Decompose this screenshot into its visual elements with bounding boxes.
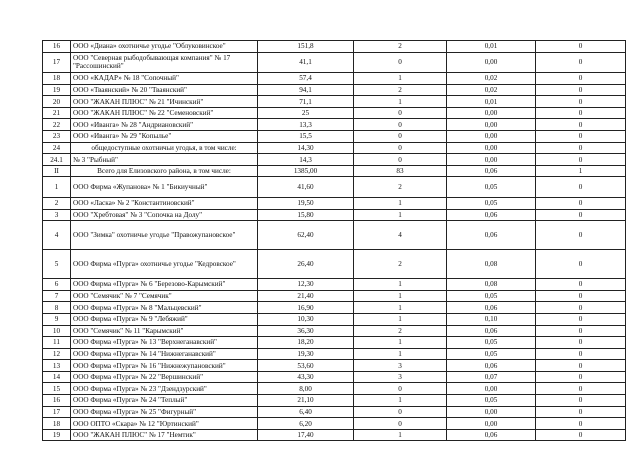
table-row	[43, 52, 626, 73]
row-number-cell: 21	[43, 107, 71, 119]
area-cell: 62,40	[258, 221, 354, 250]
row-number-cell: 9	[43, 313, 71, 325]
density-cell: 0,06	[447, 360, 536, 372]
table-row	[43, 165, 626, 177]
table-row	[43, 250, 626, 279]
area-cell: 43,30	[258, 371, 354, 383]
row-number-cell: 24.1	[43, 154, 71, 166]
quota-count-cell: 0	[354, 142, 447, 154]
area-cell: 13,3	[258, 119, 354, 131]
density-cell: 0,05	[447, 395, 536, 407]
extra-count-cell: 0	[536, 209, 626, 221]
organization-name-cell: Всего для Елизовского района, в том числе:	[71, 165, 258, 177]
quota-count-cell: 4	[354, 221, 447, 250]
extra-count-cell: 0	[536, 371, 626, 383]
row-number-cell: 8	[43, 302, 71, 314]
density-cell: 0,02	[447, 73, 536, 85]
area-cell: 21,40	[258, 290, 354, 302]
quota-count-cell: 0	[354, 383, 447, 395]
organization-name-cell: ООО "Зимка" охотничье угодье "Правожупановское"	[71, 221, 258, 250]
density-cell: 0,08	[447, 279, 536, 291]
table-row	[43, 337, 626, 349]
table-row	[43, 360, 626, 372]
table-row	[43, 41, 626, 53]
organization-name-cell: ООО «Ласка» № 2 "Константиновский"	[71, 197, 258, 209]
organization-name-cell: № 3 "Рыбный"	[71, 154, 258, 166]
density-cell: 0,07	[447, 371, 536, 383]
extra-count-cell: 0	[536, 383, 626, 395]
quota-count-cell: 3	[354, 360, 447, 372]
organization-name-cell: ООО "Семячик" № 11 "Карымский"	[71, 325, 258, 337]
table-row	[43, 395, 626, 407]
area-cell: 1385,00	[258, 165, 354, 177]
row-number-cell: 18	[43, 418, 71, 430]
row-number-cell: II	[43, 165, 71, 177]
extra-count-cell: 0	[536, 142, 626, 154]
area-cell: 41,1	[258, 52, 354, 73]
extra-count-cell: 0	[536, 290, 626, 302]
table-row	[43, 154, 626, 166]
area-cell: 19,50	[258, 197, 354, 209]
row-number-cell: 16	[43, 395, 71, 407]
quota-count-cell: 0	[354, 107, 447, 119]
area-cell: 57,4	[258, 73, 354, 85]
density-cell: 0,05	[447, 337, 536, 349]
area-cell: 151,8	[258, 41, 354, 53]
quota-count-cell: 83	[354, 165, 447, 177]
row-number-cell: 12	[43, 348, 71, 360]
row-number-cell: 5	[43, 250, 71, 279]
table-row	[43, 221, 626, 250]
density-cell: 0,05	[447, 177, 536, 198]
row-number-cell: 24	[43, 142, 71, 154]
area-cell: 12,30	[258, 279, 354, 291]
density-cell: 0,10	[447, 313, 536, 325]
hunting-grounds-table	[42, 40, 626, 441]
area-cell: 6,40	[258, 406, 354, 418]
extra-count-cell: 0	[536, 302, 626, 314]
table-row	[43, 418, 626, 430]
organization-name-cell: ООО "ЖАКАН ПЛЮС" № 21 "Ичинский"	[71, 96, 258, 108]
row-number-cell: 7	[43, 290, 71, 302]
extra-count-cell: 0	[536, 348, 626, 360]
area-cell: 25	[258, 107, 354, 119]
quota-count-cell: 1	[354, 279, 447, 291]
quota-count-cell: 0	[354, 406, 447, 418]
quota-count-cell: 0	[354, 119, 447, 131]
quota-count-cell: 1	[354, 302, 447, 314]
table-row	[43, 96, 626, 108]
density-cell: 0,05	[447, 197, 536, 209]
table-row	[43, 142, 626, 154]
extra-count-cell: 0	[536, 279, 626, 291]
area-cell: 41,60	[258, 177, 354, 198]
row-number-cell: 17	[43, 406, 71, 418]
quota-count-cell: 1	[354, 429, 447, 441]
quota-count-cell: 1	[354, 290, 447, 302]
area-cell: 36,30	[258, 325, 354, 337]
table-row	[43, 383, 626, 395]
table-row	[43, 279, 626, 291]
extra-count-cell: 0	[536, 395, 626, 407]
table-row	[43, 290, 626, 302]
organization-name-cell: ООО ОПТО «Скара» № 12 "Юртинский"	[71, 418, 258, 430]
table-row	[43, 313, 626, 325]
table-row	[43, 371, 626, 383]
organization-name-cell: ООО «Диана» охотничье угодье "Облуковинское"	[71, 41, 258, 53]
density-cell: 0,06	[447, 302, 536, 314]
area-cell: 15,5	[258, 131, 354, 143]
extra-count-cell: 1	[536, 165, 626, 177]
extra-count-cell: 0	[536, 52, 626, 73]
row-number-cell: 19	[43, 84, 71, 96]
quota-count-cell: 1	[354, 337, 447, 349]
row-number-cell: 2	[43, 197, 71, 209]
extra-count-cell: 0	[536, 107, 626, 119]
row-number-cell: 4	[43, 221, 71, 250]
row-number-cell: 14	[43, 371, 71, 383]
row-number-cell: 20	[43, 96, 71, 108]
area-cell: 94,1	[258, 84, 354, 96]
table-row	[43, 119, 626, 131]
quota-count-cell: 0	[354, 418, 447, 430]
table-row	[43, 107, 626, 119]
extra-count-cell: 0	[536, 73, 626, 85]
extra-count-cell: 0	[536, 325, 626, 337]
quota-count-cell: 2	[354, 41, 447, 53]
density-cell: 0,00	[447, 119, 536, 131]
row-number-cell: 23	[43, 131, 71, 143]
extra-count-cell: 0	[536, 337, 626, 349]
area-cell: 71,1	[258, 96, 354, 108]
extra-count-cell: 0	[536, 131, 626, 143]
row-number-cell: 22	[43, 119, 71, 131]
row-number-cell: 18	[43, 73, 71, 85]
row-number-cell: 1	[43, 177, 71, 198]
quota-count-cell: 0	[354, 131, 447, 143]
density-cell: 0,01	[447, 41, 536, 53]
density-cell: 0,05	[447, 348, 536, 360]
density-cell: 0,00	[447, 406, 536, 418]
density-cell: 0,01	[447, 96, 536, 108]
extra-count-cell: 0	[536, 313, 626, 325]
table-row	[43, 348, 626, 360]
organization-name-cell: ООО "Хребтовая" № 3 "Сопочка на Долу"	[71, 209, 258, 221]
extra-count-cell: 0	[536, 360, 626, 372]
quota-count-cell: 1	[354, 96, 447, 108]
quota-count-cell: 1	[354, 197, 447, 209]
row-number-cell: 6	[43, 279, 71, 291]
density-cell: 0,00	[447, 52, 536, 73]
quota-count-cell: 2	[354, 177, 447, 198]
organization-name-cell: ООО Фирма «Пурга» № 23 "Дзендзурский"	[71, 383, 258, 395]
area-cell: 14,30	[258, 142, 354, 154]
organization-name-cell: ООО Фирма «Пурга» № 16 "Нижнежупановский"	[71, 360, 258, 372]
area-cell: 21,10	[258, 395, 354, 407]
extra-count-cell: 0	[536, 41, 626, 53]
organization-name-cell: ООО "Семячик" № 7 "Семячик"	[71, 290, 258, 302]
organization-name-cell: ООО "ЖАКАН ПЛЮС" № 17 "Немтик"	[71, 429, 258, 441]
table-row	[43, 197, 626, 209]
row-number-cell: 19	[43, 429, 71, 441]
density-cell: 0,00	[447, 107, 536, 119]
area-cell: 26,40	[258, 250, 354, 279]
table-row	[43, 209, 626, 221]
area-cell: 8,00	[258, 383, 354, 395]
area-cell: 6,20	[258, 418, 354, 430]
organization-name-cell: ООО «Иванга» № 29 "Копылье"	[71, 131, 258, 143]
area-cell: 19,30	[258, 348, 354, 360]
row-number-cell: 11	[43, 337, 71, 349]
organization-name-cell: общедоступные охотничьи угодья, в том числе:	[71, 142, 258, 154]
table-row	[43, 73, 626, 85]
organization-name-cell: ООО Фирма «Жупанова» № 1 "Бикиучный"	[71, 177, 258, 198]
density-cell: 0,06	[447, 325, 536, 337]
area-cell: 18,20	[258, 337, 354, 349]
organization-name-cell: ООО Фирма «Пурга» № 14 "Нижнеганавский"	[71, 348, 258, 360]
density-cell: 0,08	[447, 250, 536, 279]
table-row	[43, 429, 626, 441]
row-number-cell: 13	[43, 360, 71, 372]
organization-name-cell: ООО "Северная рыбодобывающая компания" № 17 "Рассошинский"	[71, 52, 258, 73]
quota-count-cell: 1	[354, 395, 447, 407]
quota-count-cell: 1	[354, 73, 447, 85]
quota-count-cell: 2	[354, 84, 447, 96]
organization-name-cell: ООО "ЖАКАН ПЛЮС" № 22 "Семеновский"	[71, 107, 258, 119]
quota-count-cell: 2	[354, 250, 447, 279]
row-number-cell: 15	[43, 383, 71, 395]
organization-name-cell: ООО Фирма «Пурга» № 24 "Теплый"	[71, 395, 258, 407]
organization-name-cell: ООО Фирма «Пурга» № 6 "Березово-Карымский"	[71, 279, 258, 291]
table-row	[43, 84, 626, 96]
quota-count-cell: 1	[354, 313, 447, 325]
area-cell: 16,90	[258, 302, 354, 314]
organization-name-cell: ООО Фирма «Пурга» № 8 "Мальцевский"	[71, 302, 258, 314]
row-number-cell: 10	[43, 325, 71, 337]
density-cell: 0,00	[447, 383, 536, 395]
density-cell: 0,06	[447, 165, 536, 177]
extra-count-cell: 0	[536, 119, 626, 131]
density-cell: 0,00	[447, 418, 536, 430]
organization-name-cell: ООО Фирма «Пурга» № 22 "Вершинский"	[71, 371, 258, 383]
density-cell: 0,00	[447, 131, 536, 143]
organization-name-cell: ООО Фирма «Пурга» № 25 "Фигурный"	[71, 406, 258, 418]
organization-name-cell: ООО Фирма «Пурга» № 9 "Лебяжий"	[71, 313, 258, 325]
organization-name-cell: ООО Фирма «Пурга» охотничье угодье "Кедровское"	[71, 250, 258, 279]
area-cell: 15,80	[258, 209, 354, 221]
extra-count-cell: 0	[536, 429, 626, 441]
extra-count-cell: 0	[536, 177, 626, 198]
quota-count-cell: 1	[354, 209, 447, 221]
table-row	[43, 177, 626, 198]
density-cell: 0,02	[447, 84, 536, 96]
area-cell: 17,40	[258, 429, 354, 441]
extra-count-cell: 0	[536, 418, 626, 430]
quota-count-cell: 0	[354, 154, 447, 166]
area-cell: 14,3	[258, 154, 354, 166]
extra-count-cell: 0	[536, 406, 626, 418]
quota-count-cell: 0	[354, 52, 447, 73]
extra-count-cell: 0	[536, 197, 626, 209]
organization-name-cell: ООО «Тваянский» № 20 "Тваянский"	[71, 84, 258, 96]
extra-count-cell: 0	[536, 154, 626, 166]
organization-name-cell: ООО «КАДАР» № 18 "Сопочный"	[71, 73, 258, 85]
density-cell: 0,06	[447, 221, 536, 250]
row-number-cell: 16	[43, 41, 71, 53]
table-row	[43, 302, 626, 314]
extra-count-cell: 0	[536, 96, 626, 108]
extra-count-cell: 0	[536, 250, 626, 279]
table-row	[43, 406, 626, 418]
extra-count-cell: 0	[536, 221, 626, 250]
extra-count-cell: 0	[536, 84, 626, 96]
table-row	[43, 325, 626, 337]
row-number-cell: 17	[43, 52, 71, 73]
table-body	[43, 41, 626, 441]
density-cell: 0,05	[447, 290, 536, 302]
density-cell: 0,00	[447, 154, 536, 166]
density-cell: 0,06	[447, 209, 536, 221]
quota-count-cell: 1	[354, 348, 447, 360]
quota-count-cell: 3	[354, 371, 447, 383]
organization-name-cell: ООО Фирма «Пурга» № 13 "Верхнеганавский"	[71, 337, 258, 349]
table-row	[43, 131, 626, 143]
area-cell: 53,60	[258, 360, 354, 372]
quota-count-cell: 2	[354, 325, 447, 337]
density-cell: 0,00	[447, 142, 536, 154]
area-cell: 10,30	[258, 313, 354, 325]
organization-name-cell: ООО «Иванга» № 28 "Андриановский"	[71, 119, 258, 131]
row-number-cell: 3	[43, 209, 71, 221]
density-cell: 0,06	[447, 429, 536, 441]
